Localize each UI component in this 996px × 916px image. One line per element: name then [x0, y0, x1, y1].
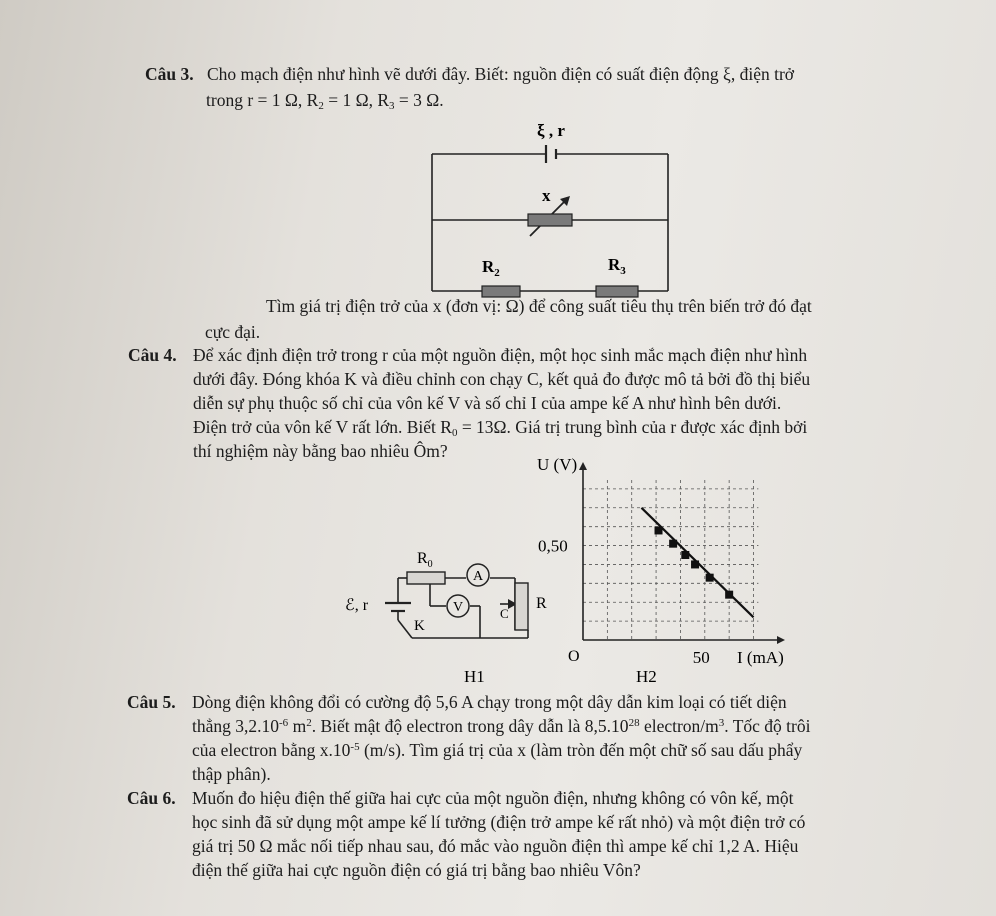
h2-data-point-1 [669, 540, 677, 548]
q3-label: Câu 3. [145, 64, 194, 84]
q6-text-line1: Muốn đo hiệu điện thế giữa hai cực của một nguồn điện, nhưng không có vôn kế, một [192, 788, 794, 808]
h1-voltmeter-label: V [453, 600, 464, 615]
h2-ylabel: U (V) [537, 455, 578, 474]
q6-text-line4: điện thế giữa hai cực nguồn điện có giá trị bằng bao nhiêu Vôn? [192, 860, 641, 880]
h1-switch-label: K [414, 618, 425, 634]
h2-data-points [655, 526, 734, 598]
q3-r2-label: $R_2$ [482, 257, 500, 279]
q3-task-line2: cực đại. [205, 322, 261, 342]
q3-source-label: ξ , r [537, 121, 565, 140]
h2-origin-label: O [568, 648, 580, 665]
q5-text-line1: Dòng điện không đổi có cường độ 5,6 A chạy trong một dây dẫn kim loại có tiết diện [192, 692, 787, 712]
h1-caption: H1 [464, 667, 485, 686]
q3-text-line2: trong r = 1 Ω, $R_2 = 1$ Ω, $R_3 = 3$ Ω. [206, 90, 444, 112]
h2-y-arrowhead [579, 462, 587, 470]
h2-x-arrowhead [777, 636, 785, 644]
q3-task-line1: Tìm giá trị điện trở của x (đơn vị: Ω) để công suất tiêu thụ trên biến trở đó đạt [266, 296, 812, 316]
h2-xlabel: I (mA) [737, 648, 784, 667]
h1-ammeter-label: A [473, 569, 484, 584]
h2-labels [537, 455, 784, 686]
q4-label: Câu 4. [128, 345, 177, 365]
q3-x-label: x [542, 186, 551, 205]
h2-y-tick-label-0: 0,50 [538, 536, 568, 556]
h1-source-label: ℰ, r [345, 597, 369, 614]
h2-data-point-5 [725, 591, 733, 599]
q5-text-line3: của electron bằng $x.10^{-5}$ (m/s). Tìm giá trị của x (làm tròn đến một chữ số sau dấu phẩy [192, 740, 803, 760]
q4-text-line1: Để xác định điện trở trong r của một nguồn điện, một học sinh mắc mạch điện như hình [193, 345, 808, 365]
q3-text-line1: Cho mạch điện như hình vẽ dưới đây. Biết: nguồn điện có suất điện động ξ, điện trở [207, 64, 795, 84]
h2-data-point-3 [691, 560, 699, 568]
h1-rheostat-label: R [536, 595, 547, 612]
h2-x-tick-label-0: 50 [692, 648, 710, 667]
q3-r3-label: $R_3$ [608, 255, 626, 277]
q4-text-line3: diễn sự phụ thuộc số chỉ của vôn kế V và số chỉ I của ampe kế A như hình bên dưới. [193, 393, 782, 413]
h2-data-point-0 [655, 526, 663, 534]
q6-label: Câu 6. [127, 788, 176, 808]
q6-text-line3: giá trị 50 Ω mắc nối tiếp nhau sau, đó mắc vào nguồn điện thì ampe kế chỉ 1,2 A. Hiệu [192, 836, 799, 856]
q5-text-line4: thập phân). [192, 764, 271, 784]
q5-text-line2: thẳng $3,2.10^{-6}$ $m^2$. Biết mật độ electron trong dây dẫn là 8,5.10$^{28}$ electron/$m^3$. Tốc độ trôi [192, 716, 811, 736]
h2-data-point-2 [681, 551, 689, 559]
q4-text-line5: thí nghiệm này bằng bao nhiêu Ôm? [193, 441, 448, 461]
q6-text-line2: học sinh đã sử dụng một ampe kế lí tưởng (điện trở ampe kế rất nhỏ) và một điện trở có [192, 812, 806, 832]
h2-grid [583, 480, 758, 640]
h2-data-point-4 [706, 574, 714, 582]
h1-slider-label: C [500, 606, 509, 621]
q5-label: Câu 5. [127, 692, 176, 712]
q4-text-line4: Điện trở của vôn kế V rất lớn. Biết $R_0 = 13\Omega$. Giá trị trung bình của r được xác định bởi [193, 417, 808, 439]
h2-caption: H2 [636, 667, 657, 686]
h1-r0-label: $R_0$ [417, 550, 433, 570]
q4-text-line2: dưới đây. Đóng khóa K và điều chỉnh con chạy C, kết quả đo được mô tả bởi đồ thị biểu [193, 369, 811, 389]
